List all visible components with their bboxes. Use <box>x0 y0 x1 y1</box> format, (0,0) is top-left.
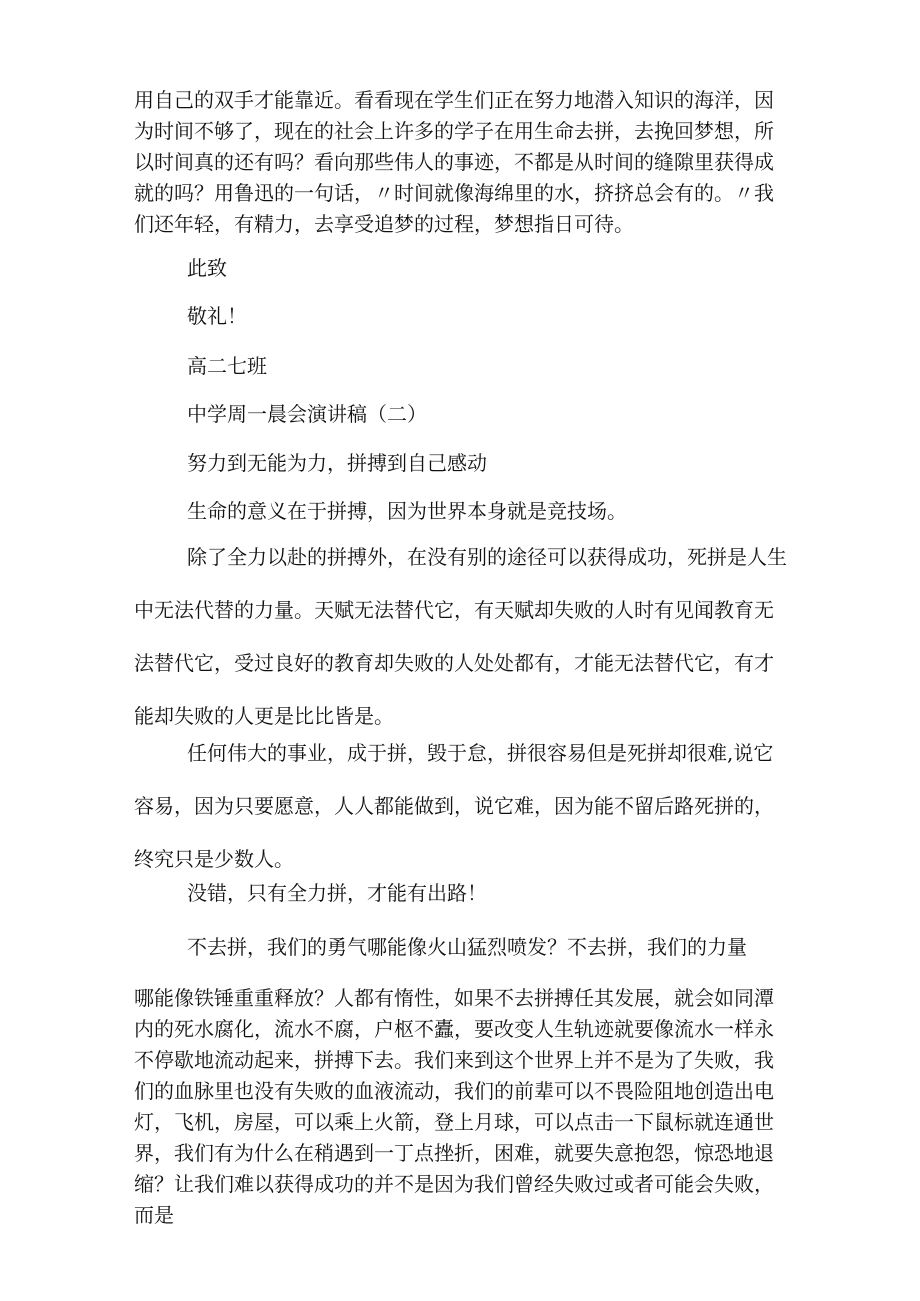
paragraph-6: 不去拼，我们的勇气哪能像火山猛烈喷发？不去拼，我们的力量 <box>187 935 747 959</box>
paragraph-3: 除了全力以赴的拼搏外，在没有别的途径可以获得成功，死拼是人生中无法代替的力量。天赋无法替代它，有天赋却失败的人时有见闻教育无法替代它，受过良好的教育却失败的人处处都有，才能无法替代它，有才能却失败的人更是比比皆是。 <box>134 545 787 728</box>
paragraph-5: 没错，只有全力拼，才能有出路！ <box>187 881 487 905</box>
closing-salutation: 此致 <box>187 256 227 280</box>
closing-regards: 敬礼！ <box>187 304 247 328</box>
signature: 高二七班 <box>187 354 267 378</box>
paragraph-4: 任何伟大的事业，成于拼，毁于怠，拼很容易但是死拼却很难,说它容易，因为只要愿意，人人都能做到，说它难，因为能不留后路死拼的，终究只是少数人。 <box>134 741 774 871</box>
speech-subtitle: 努力到无能为力，拼搏到自己感动 <box>187 451 487 475</box>
paragraph-7: 哪能像铁锤重重释放？人都有惰性，如果不去拼搏任其发展，就会如同潭内的死水腐化，流水不腐，户枢不蠹，要改变人生轨迹就要像流水一样永不停歇地流动起来，拼搏下去。我们来到这个世界上并不是为了失败，我们的血脉里也没有失败的血液流动，我们的前辈可以不畏险阻地创造出电灯，飞机，房屋，可以乘上火箭，登上月球，可以点击一下鼠标就连通世界，我们有为什么在稍遇到一丁点挫折，困难，就要失意抱怨，惊恐地退缩？让我们难以获得成功的并不是因为我们曾经失败过或者可能会失败，而是 <box>134 986 774 1227</box>
speech-title: 中学周一晨会演讲稿（二） <box>187 402 427 426</box>
paragraph-2: 生命的意义在于拼搏，因为世界本身就是竞技场。 <box>187 499 627 523</box>
paragraph-1: 用自己的双手才能靠近。看看现在学生们正在努力地潜入知识的海洋，因为时间不够了，现在的社会上许多的学子在用生命去拼，去挽回梦想，所以时间真的还有吗？看向那些伟人的事迹，不都是从时间的缝隙里获得成就的吗？用鲁迅的一句话，〃时间就像海绵里的水，挤挤总会有的。〃我们还年轻，有精力，去享受追梦的过程，梦想指日可待。 <box>134 88 774 236</box>
